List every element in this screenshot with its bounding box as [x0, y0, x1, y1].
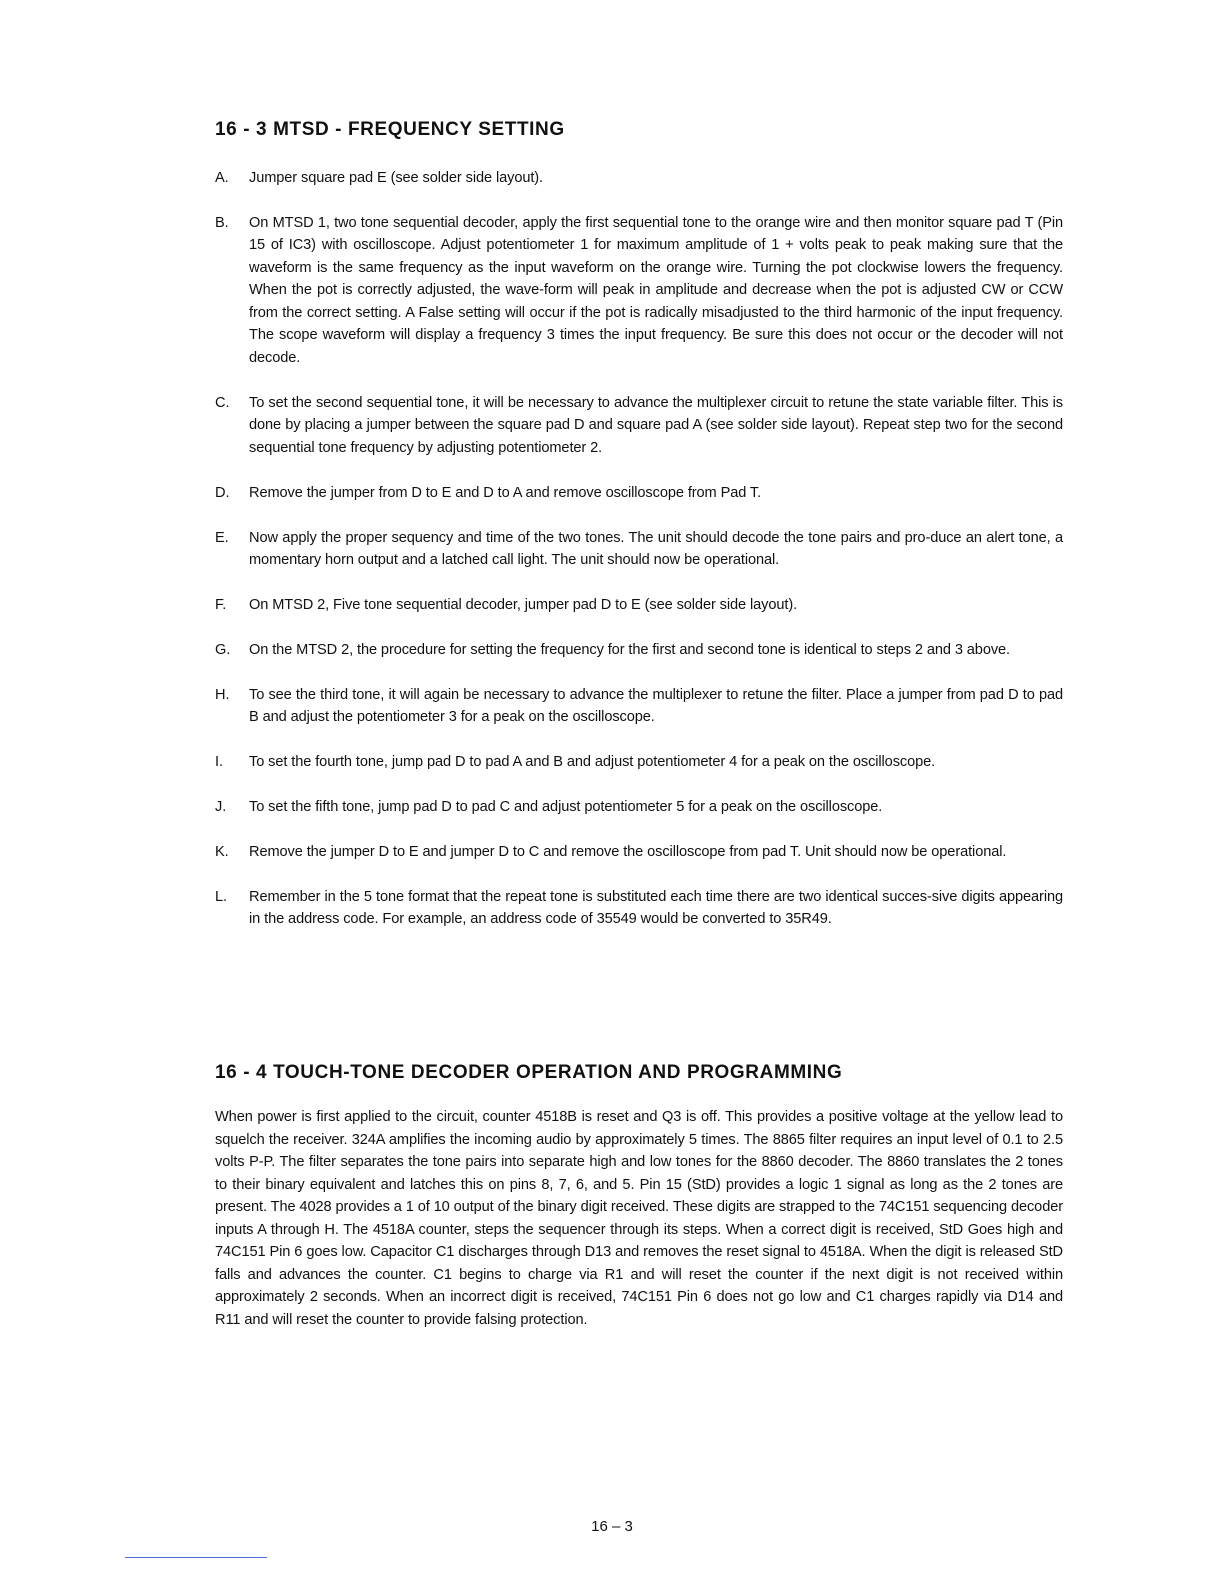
- list-item: [215, 527, 1063, 572]
- procedure-list: [215, 167, 1063, 953]
- section-title-16-4: 16 - 4 TOUCH-TONE DECODER OPERATION AND PROGRAMMING: [215, 1062, 843, 1083]
- section-title-16-3: 16 - 3 MTSD - FREQUENCY SETTING: [215, 119, 565, 140]
- list-item-text: To see the third tone, it will again be necessary to advance the multiplexer to retune the filter. Place a jumper from pad D to pad B and adjust the potentiometer 3 for a peak on the oscilloscope.: [249, 686, 1063, 726]
- list-item-label: A.: [215, 170, 229, 186]
- list-item-text: On MTSD 2, Five tone sequential decoder, jumper pad D to E (see solder side layout).: [249, 596, 798, 613]
- footer-rule: [125, 1557, 267, 1558]
- list-item: [215, 684, 1063, 729]
- list-item-label: D.: [215, 484, 230, 501]
- list-item: [215, 392, 1063, 460]
- list-item: [215, 212, 1063, 370]
- list-item: [215, 594, 1063, 617]
- list-item-label: H.: [215, 686, 230, 703]
- list-item: [215, 841, 1063, 864]
- list-item-text: To set the fifth tone, jump pad D to pad C and adjust potentiometer 5 for a peak on the oscilloscope.: [249, 799, 883, 816]
- list-item-label: L.: [215, 888, 227, 905]
- list-item-label: B.: [215, 214, 229, 231]
- list-item: [215, 886, 1063, 931]
- list-item-text: On MTSD 1, two tone sequential decoder, apply the first sequential tone to the orange wire and then monitor square pad T (Pin 15 of IC3) with oscilloscope. Adjust potentiometer 1 for maximum amplitude of 1 + volts peak to peak making sure that the waveform is the same frequency as the input waveform on the orange wire. Turning the pot clockwise lowers the frequency. When the pot is correctly adjusted, the wave-form will peak in amplitude and decrease when the pot is adjusted CW or CCW from the correct setting. A False setting will occur if the pot is radically misadjusted to the third harmonic of the input frequency. The scope waveform will display a frequency 3 times the input frequency. Be sure this does not occur or the decoder will not decode.: [249, 214, 1063, 366]
- list-item-text: To set the second sequential tone, it will be necessary to advance the multiplexer circuit to retune the state variable filter. This is done by placing a jumper between the square pad D and square pad A (see solder side layout). Repeat step two for the second sequential tone frequency by adjusting potentiometer 2.: [249, 394, 1063, 456]
- list-item-label: J.: [215, 799, 227, 816]
- list-item-label: G.: [215, 641, 231, 658]
- list-item: [215, 167, 1063, 190]
- list-item-text: Now apply the proper sequency and time of the two tones. The unit should decode the tone pairs and pro-duce an alert tone, a momentary horn output and a latched call light. The unit should now be operational.: [249, 529, 1063, 569]
- list-item-label: C.: [215, 394, 230, 411]
- body-paragraph: When power is first applied to the circuit, counter 4518B is reset and Q3 is off. This provides a positive voltage at the yellow lead to squelch the receiver. 324A amplifies the incoming audio by approximately 5 times. The 8865 filter requires an input level of 0.1 to 2.5 volts P-P. The filter separates the tone pairs into separate high and low tones for the 8860 decoder. The 8860 translates the 2 tones to their binary equivalent and latches this on pins 8, 7, 6, and 5. Pin 15 (StD) provides a logic 1 signal as long as the 2 tones are present. The 4028 provides a 1 of 10 output of the binary digit received. These digits are strapped to the 74C151 sequencing decoder inputs A through H. The 4518A counter, steps the sequencer through its steps. When a correct digit is received, StD Goes high and 74C151 Pin 6 goes low. Capacitor C1 discharges through D13 and removes the reset signal to 4518A. When the digit is released StD falls and advances the counter. C1 begins to charge via R1 and will reset the counter if the next digit is not received within approximately 2 seconds. When an incorrect digit is received, 74C151 Pin 6 does not go low and C1 charges rapidly via D14 and R11 and will reset the counter to provide falsing protection.: [215, 1109, 1063, 1328]
- list-item-text: To set the fourth tone, jump pad D to pad A and B and adjust potentiometer 4 for a peak on the oscilloscope.: [249, 754, 936, 771]
- list-item: [215, 751, 1063, 774]
- list-item: [215, 482, 1063, 505]
- list-item-text: On the MTSD 2, the procedure for setting the frequency for the first and second tone is identical to steps 2 and 3 above.: [249, 641, 1011, 658]
- list-item-text: Jumper square pad E (see solder side layout).: [249, 170, 544, 186]
- list-item-label: F.: [215, 596, 227, 613]
- list-item-text: Remember in the 5 tone format that the repeat tone is substituted each time there are two identical succes-sive digits appearing in the address code. For example, an address code of 35549 would be converted to 35R49.: [249, 888, 1063, 928]
- page-number: 16 – 3: [591, 1518, 633, 1535]
- list-item-text: Remove the jumper from D to E and D to A and remove oscilloscope from Pad T.: [249, 484, 762, 501]
- list-item-label: K.: [215, 843, 229, 860]
- list-item-label: I.: [215, 754, 223, 771]
- list-item-label: E.: [215, 529, 229, 546]
- list-item: [215, 796, 1063, 819]
- list-item-text: Remove the jumper D to E and jumper D to C and remove the oscilloscope from pad T. Unit should now be operational.: [249, 843, 1007, 860]
- list-item: [215, 639, 1063, 662]
